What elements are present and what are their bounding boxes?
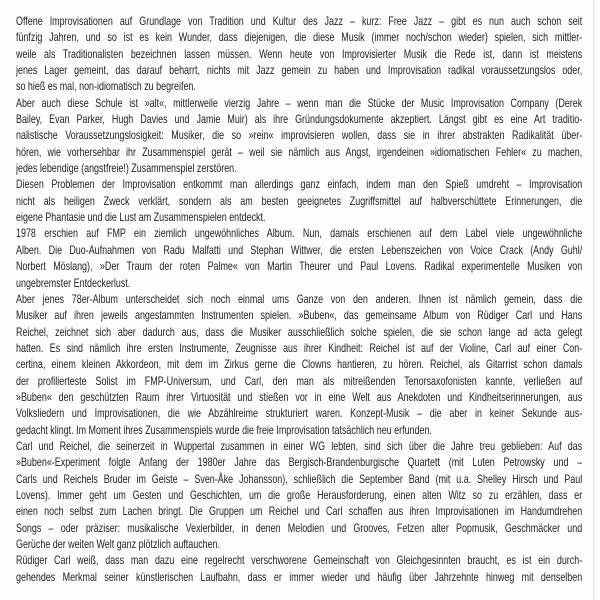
text-line: so hieß es mal, non-idiomatisch zu begreifen. [16, 79, 196, 94]
text-line: Gerüche der weiten Welt ganz plötzlich auftauchen. [16, 537, 221, 551]
text-line: »Buben«-Experiment folgte Anfang der 1980er Jahre das Bergisch-Brandenburgische Quartett (mit Luten Petrowsky und – [16, 455, 583, 470]
text-line: Bailey, Evan Parker, Hugh Davies und Jamie Muir) als ihre Gründungsdokumente akzeptiert. Längst gibt es eine Art traditio- [16, 112, 583, 127]
text-line: weile als Traditionalisten bezeichnen lassen müssen. Wenn heute von Improvisierter Musik die Rede ist, dann ist meistens [16, 46, 583, 61]
text-line: Norbert Möslang), »Der Traum der roten Palme« von Martin Theurer und Paul Lovens. Radikal experimentelle Musiken von [16, 259, 583, 274]
text-line: ungebremster Entdeckerlust. [16, 275, 131, 290]
paragraph [16, 225, 582, 290]
paragraph [16, 291, 582, 438]
text-line: jedes lebendige (angstfreie!) Zusammenspiel zerstören. [16, 161, 237, 176]
text-line: fünfzig Jahren, und so ist es kein Wunder, dass diejenigen, die diese Musik (immer noch/schon wieder) spielen, sich mittler- [16, 30, 583, 45]
text-line: Offene Improvisationen auf Grundlage von Tradition und Kultur des Jazz – kurz: Free Jazz – gibt es nun auch schon seit [16, 14, 583, 28]
text-line: 1978 erschien auf FMP ein ziemlich ungewöhnliches Album. Nun, damals erschienen auf dem Label viele ungewöhnliche [16, 226, 583, 241]
text-line: nicht als heiligen Zweck verklärt, sondern als am besten geeignetes Zugriffsmittel auf halbverschüttete Erinnerungen, die [16, 193, 583, 208]
text-line: Carl und Reichel, die seinerzeit in Wuppertal zusammen in einer WG lebten, sind sich über die Jahre treu geblieben: Auf das [16, 438, 583, 453]
paragraph [16, 552, 582, 585]
paragraph [16, 13, 582, 95]
text-line: Musiker auf ihren jeweils angestammten Instrumenten spielen. »Buben«, das gemeinsame Album von Rüdiger Carl und Hans [16, 308, 583, 323]
text-line: jenes Lager gemeint, das darauf beharrt, nichts mit Jazz gemein zu haben und Improvisation radikal voraussetzungslos oder, [16, 63, 583, 78]
text-line: Songs – oder präziser: musikalische Vexierbilder, in denen Melodien und Grooves, Fetzen alter Popmusik, Geschmäcker und [16, 520, 583, 535]
text-line: Alben. Die Duo-Aufnahmen von Radu Malfatti und Stephan Wittwer, die ersten Lebenszeichen von Voice Crack (Andy Guhl/ [16, 242, 583, 257]
text-line: nalistische Voraussetzungslosigkeit: Musiker, die so »rein« improvisieren wollen, dass sie in ihrer abstrakten Radikalität über- [16, 128, 583, 143]
text-line: Lovens). Immer geht um Gesten und Geschichten, um die große Herausforderung, einen alten Witz so zu erzählen, dass er [16, 487, 583, 502]
text-line: der profilierteste Solist im FMP-Universum, und Carl, den man als mitreißenden Tenorsaxofonisten kannte, verließen auf [16, 373, 583, 388]
text-line: gedacht klingt. Im Moment ihres Zusammenspiels wurde die freie Improvisation tatsächlich neu erfunden. [16, 422, 432, 437]
text-line: Carls und Reichels Bruder im Geiste – Sven-Åke Johansson), schließlich die September Band (mit u.a. Shelley Hirsch und Paul [16, 471, 583, 486]
paragraph [16, 95, 582, 177]
text-line: Reichel, zeichnet sich aber dadurch aus, dass die Musiker ausschließlich solche spielen, die sie schon lange ad acta gelegt [16, 324, 583, 339]
text-line: hatten. Es sind nämlich ihre ersten Instrumente, Zeugnisse aus ihrer Kindheit: Reichel ist auf der Violine, Carl auf einer Con- [16, 340, 583, 355]
text-line: Rüdiger Carl weiß, dass man dazu eine regelrecht verschworene Gemeinschaft von Gleichgesinnten braucht, es ist ein durch- [16, 553, 583, 568]
text-line: Volksliedern und Improvisationen, die wie Abzählreime strukturiert waren. Konzept-Musik – die aber in keiner Sekunde aus- [16, 406, 583, 421]
text-line: »Buben« den geschützten Raum ihrer Virtuosität und stießen vor in eine Welt aus Anekdoten und Kindheitserinnerungen, aus [16, 389, 583, 404]
text-line: Aber auch diese Schule ist »alt«, mittlerweile vierzig Jahre – wenn man die Stücke der Music Improvisation Company (Derek [16, 95, 583, 110]
text-line: hören, wie vorhersehbar ihr Zusammenspiel gerät – weil sie nämlich aus Angst, irgendeinen »idiomatischen Fehler« zu machen, [16, 144, 583, 159]
text-line: gehendes Merkmal seiner künstlerischen Laufbahn, dass er immer wieder und häufig über Jahrzehnte hinweg mit denselben [16, 569, 583, 584]
scan-streak [593, 0, 595, 600]
text-line: eigene Phantasie und die Lust am Zusammenspielen entdeckt. [16, 210, 266, 225]
text-line: einen noch selbst zum Lachen bringt. Die Gruppen um Reichel und Carl schaffen aus ihren Improvisationen im Handumdrehen [16, 504, 583, 519]
liner-notes-text [16, 13, 582, 585]
text-line: Diesen Problemen der Improvisation entkommt man allerdings ganz einfach, indem man den Spieß umdreht – Improvisation [16, 177, 583, 192]
paragraph [16, 438, 582, 552]
text-line: certina, einem kleinen Akkordeon, mit dem im Zirkus gerne die Clowns hantieren, zu hören. Reichel, als Gitarrist schon damals [16, 357, 583, 372]
paragraph [16, 176, 582, 225]
text-line: Aber jenes 78er-Album unterscheidet sich noch einmal ums Ganze von den anderen. Ihnen ist nämlich gemein, dass die [16, 291, 583, 306]
